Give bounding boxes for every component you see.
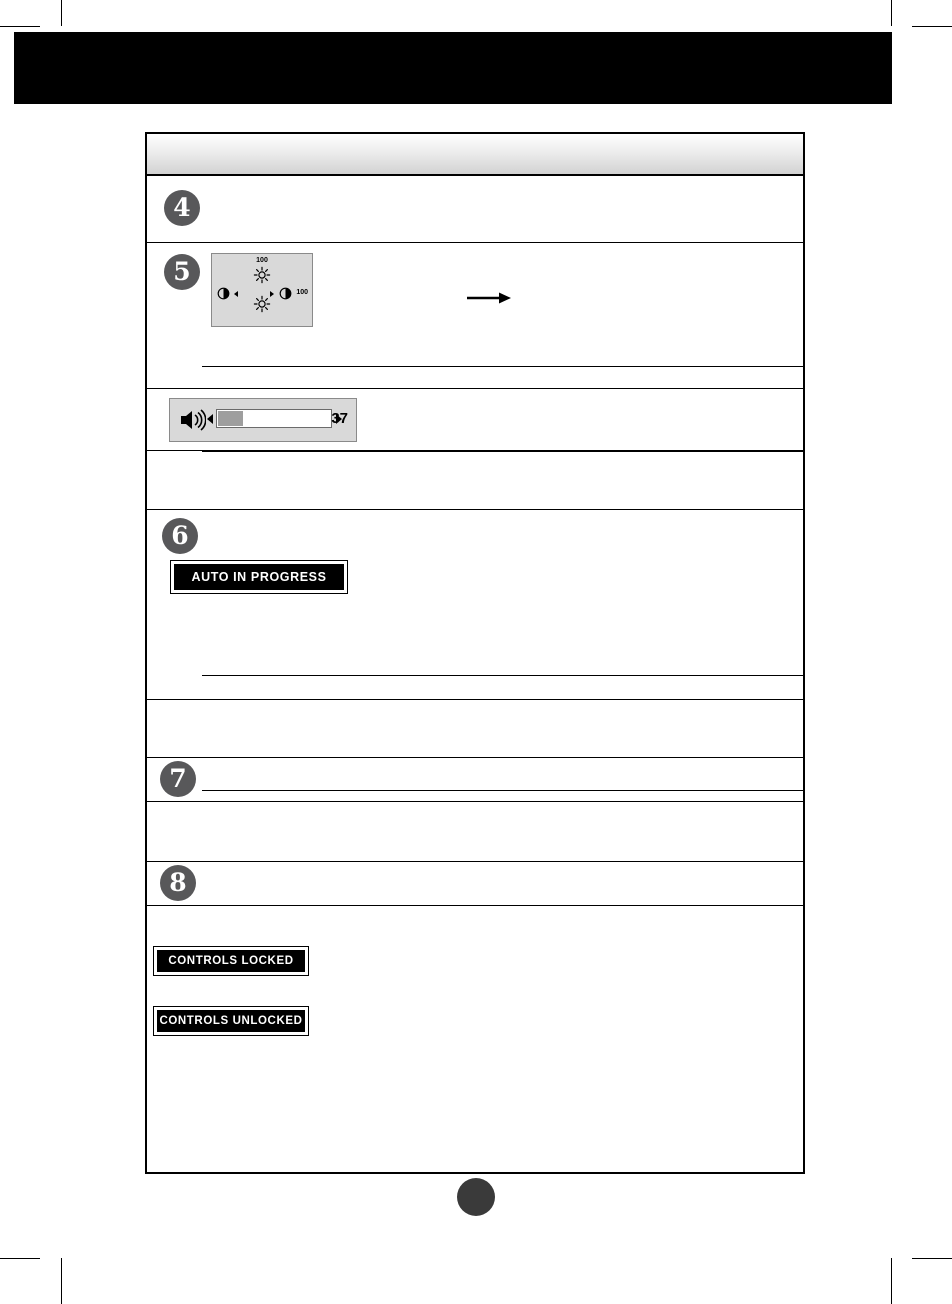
row-inner-rule — [202, 451, 803, 452]
auto-in-progress-message: AUTO IN PROGRESS — [174, 564, 344, 590]
osd-volume — [169, 398, 357, 442]
step-marker-4: 4 — [164, 190, 200, 226]
arrow-right-icon — [467, 291, 511, 303]
contrast-filled-icon — [279, 287, 292, 305]
osd-brightness-contrast — [211, 253, 313, 327]
crop-mark-top-left-v — [61, 0, 62, 26]
table-row — [147, 451, 803, 510]
row-inner-rule — [202, 366, 803, 367]
brightness-sun-icon — [253, 266, 271, 289]
volume-value: 37 — [331, 410, 348, 427]
step-marker-6: 6 — [162, 518, 198, 554]
speaker-icon — [178, 408, 206, 437]
osd-contrast-value: 100 — [296, 289, 308, 296]
row-inner-rule — [202, 790, 803, 791]
step-marker-8: 8 — [160, 865, 196, 901]
crop-mark-bottom-left-v — [61, 1258, 62, 1304]
table-row — [147, 176, 803, 243]
table-row — [147, 389, 803, 451]
table-header-strip — [147, 134, 803, 176]
step-marker-5: 5 — [164, 254, 200, 290]
osd-brightness-value: 100 — [256, 257, 268, 264]
table-row — [147, 700, 803, 758]
table-row — [147, 862, 803, 906]
triangle-left-icon — [234, 291, 238, 297]
triangle-left-icon — [207, 414, 213, 424]
table-row — [147, 510, 803, 700]
table-row — [147, 243, 803, 389]
page-header-banner — [14, 32, 892, 104]
volume-bar — [216, 409, 332, 428]
page-number-badge — [457, 1178, 495, 1216]
controls-locked-frame — [153, 946, 309, 976]
controls-locked-message: CONTROLS LOCKED — [157, 950, 305, 972]
auto-in-progress-frame — [170, 560, 348, 594]
crop-mark-top-left-h — [0, 26, 40, 27]
instruction-table — [145, 132, 805, 1174]
crop-mark-top-right-h — [912, 26, 952, 27]
step-marker-7: 7 — [160, 761, 196, 797]
table-row — [147, 758, 803, 802]
volume-bar-fill — [218, 411, 243, 426]
crop-mark-bottom-right-h — [912, 1258, 952, 1259]
brightness-sun-icon — [253, 295, 271, 318]
crop-mark-top-right-v — [891, 0, 892, 26]
crop-mark-bottom-right-v — [891, 1258, 892, 1304]
row-inner-rule — [202, 675, 803, 676]
controls-unlocked-message: CONTROLS UNLOCKED — [157, 1010, 305, 1032]
controls-unlocked-frame — [153, 1006, 309, 1036]
table-row — [147, 802, 803, 862]
contrast-icon — [217, 287, 230, 305]
crop-mark-bottom-left-h — [0, 1258, 40, 1259]
